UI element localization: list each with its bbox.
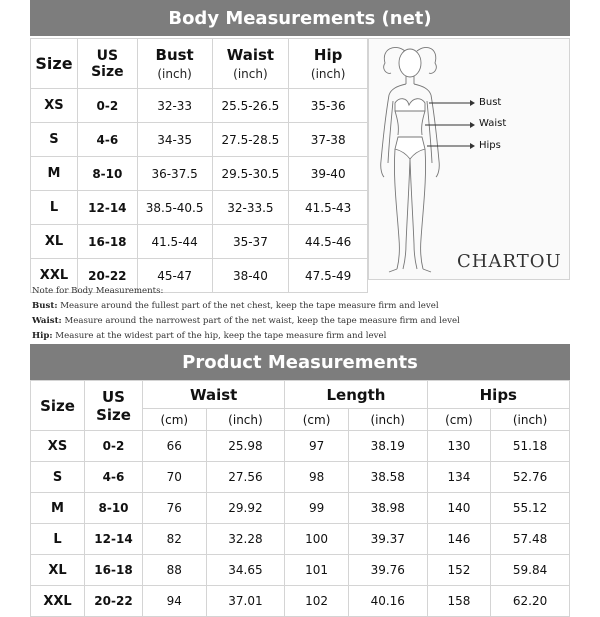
product-measurements-title: Product Measurements (30, 344, 570, 380)
hips-cm-cell: 158 (427, 586, 491, 617)
table-row (31, 431, 570, 462)
us-size-cell: 8-10 (77, 157, 137, 191)
length-inch-cell: 39.37 (348, 524, 427, 555)
body-header-us-size: US Size (77, 39, 137, 89)
product-header-us-size: US Size (85, 381, 143, 431)
table-row (31, 89, 368, 123)
note-waist (32, 314, 568, 329)
length-inch-cell: 38.98 (348, 493, 427, 524)
us-size-cell: 4-6 (77, 123, 137, 157)
us-size-cell: 0-2 (77, 89, 137, 123)
length-cm-cell: 100 (285, 524, 349, 555)
hips-inch-cell: 52.76 (491, 462, 570, 493)
waist-cm-cell: 94 (143, 586, 207, 617)
size-cell: XS (31, 89, 78, 123)
table-row (31, 225, 368, 259)
size-cell: XXL (31, 259, 78, 293)
hips-inch-cell: 59.84 (491, 555, 570, 586)
waist-cm-cell: 70 (143, 462, 207, 493)
waist-cell: 25.5-26.5 (212, 89, 289, 123)
waist-inch-cell: 37.01 (206, 586, 285, 617)
waist-inch-cell: 29.92 (206, 493, 285, 524)
bust-cell: 32-33 (137, 89, 212, 123)
waist-cell: 32-33.5 (212, 191, 289, 225)
length-inch-cell: 38.58 (348, 462, 427, 493)
product-header-length: Length (285, 381, 427, 409)
notes-heading: Note for Body Measurements: (32, 286, 164, 296)
waist-cell: 27.5-28.5 (212, 123, 289, 157)
bust-cell: 34-35 (137, 123, 212, 157)
unit-cm: (cm) (285, 409, 349, 431)
table-row (31, 493, 570, 524)
waist-unit: (inch) (233, 67, 268, 81)
size-cell: S (31, 462, 85, 493)
length-cm-cell: 102 (285, 586, 349, 617)
bust-cell: 36-37.5 (137, 157, 212, 191)
hip-unit: (inch) (310, 67, 346, 81)
bust-cell: 45-47 (137, 259, 212, 293)
bust-unit: (inch) (157, 67, 192, 81)
hips-inch-cell: 57.48 (491, 524, 570, 555)
product-header-size: Size (31, 381, 85, 431)
table-row (31, 157, 368, 191)
bust-header-label: Bust (155, 46, 194, 64)
note-waist-text: Measure around the narrowest part of the net waist, keep the tape measure firm and level (61, 316, 460, 326)
note-bust (32, 299, 568, 314)
waist-cm-cell: 66 (143, 431, 207, 462)
measurement-notes (32, 284, 568, 344)
size-cell: M (31, 157, 78, 191)
table-row (31, 524, 570, 555)
size-cell: L (31, 524, 85, 555)
us-size-cell: 16-18 (77, 225, 137, 259)
waist-header-label: Waist (226, 46, 275, 64)
waist-cm-cell: 88 (143, 555, 207, 586)
waist-inch-cell: 25.98 (206, 431, 285, 462)
note-bust-term: Bust: (32, 301, 58, 311)
product-measurements-table (30, 380, 570, 617)
waist-cm-cell: 76 (143, 493, 207, 524)
unit-cm: (cm) (427, 409, 491, 431)
hip-header-label: Hip (313, 46, 343, 64)
brand-logo: CHARTOU (457, 251, 562, 272)
waist-cell: 38-40 (212, 259, 289, 293)
hips-cm-cell: 140 (427, 493, 491, 524)
hip-cell: 37-38 (289, 123, 368, 157)
body-figure-illustration (369, 39, 569, 279)
waist-cell: 35-37 (212, 225, 289, 259)
body-measurements-table (30, 38, 368, 293)
hip-cell: 35-36 (289, 89, 368, 123)
body-header-waist (212, 39, 289, 89)
us-size-cell: 0-2 (85, 431, 143, 462)
table-row (31, 555, 570, 586)
body-header-bust (137, 39, 212, 89)
length-cm-cell: 97 (285, 431, 349, 462)
size-cell: M (31, 493, 85, 524)
size-cell: XL (31, 555, 85, 586)
hip-cell: 47.5-49 (289, 259, 368, 293)
waist-inch-cell: 27.56 (206, 462, 285, 493)
note-waist-term: Waist: (32, 316, 62, 326)
note-hip-term: Hip: (32, 331, 53, 341)
hip-cell: 39-40 (289, 157, 368, 191)
length-inch-cell: 38.19 (348, 431, 427, 462)
size-cell: L (31, 191, 78, 225)
waist-cell: 29.5-30.5 (212, 157, 289, 191)
length-cm-cell: 99 (285, 493, 349, 524)
size-cell: S (31, 123, 78, 157)
waist-cm-cell: 82 (143, 524, 207, 555)
us-size-cell: 8-10 (85, 493, 143, 524)
hips-inch-cell: 55.12 (491, 493, 570, 524)
waist-inch-cell: 34.65 (206, 555, 285, 586)
hips-cm-cell: 152 (427, 555, 491, 586)
bust-cell: 38.5-40.5 (137, 191, 212, 225)
us-size-cell: 12-14 (77, 191, 137, 225)
note-hip (32, 329, 568, 344)
table-row (31, 191, 368, 225)
bust-cell: 41.5-44 (137, 225, 212, 259)
length-cm-cell: 101 (285, 555, 349, 586)
us-size-cell: 4-6 (85, 462, 143, 493)
length-inch-cell: 40.16 (348, 586, 427, 617)
hips-cm-cell: 134 (427, 462, 491, 493)
hips-inch-cell: 62.20 (491, 586, 570, 617)
product-header-waist: Waist (143, 381, 285, 409)
us-size-cell: 12-14 (85, 524, 143, 555)
measurement-figure-panel (368, 38, 570, 280)
size-cell: XL (31, 225, 78, 259)
table-row (31, 586, 570, 617)
waist-inch-cell: 32.28 (206, 524, 285, 555)
hip-cell: 44.5-46 (289, 225, 368, 259)
unit-inch: (inch) (491, 409, 570, 431)
note-bust-text: Measure around the fullest part of the net chest, keep the tape measure firm and level (57, 301, 439, 311)
length-cm-cell: 98 (285, 462, 349, 493)
body-header-hip (289, 39, 368, 89)
table-row (31, 123, 368, 157)
length-inch-cell: 39.76 (348, 555, 427, 586)
hips-cm-cell: 130 (427, 431, 491, 462)
unit-inch: (inch) (206, 409, 285, 431)
size-cell: XXL (31, 586, 85, 617)
product-table-header-row (31, 381, 570, 409)
hips-cm-cell: 146 (427, 524, 491, 555)
body-header-size: Size (31, 39, 78, 89)
figure-label-hips: Hips (479, 140, 501, 151)
hips-inch-cell: 51.18 (491, 431, 570, 462)
us-size-cell: 20-22 (85, 586, 143, 617)
body-measurements-title: Body Measurements (net) (30, 0, 570, 36)
size-cell: XS (31, 431, 85, 462)
unit-inch: (inch) (348, 409, 427, 431)
table-row (31, 462, 570, 493)
figure-label-waist: Waist (479, 118, 507, 129)
hip-cell: 41.5-43 (289, 191, 368, 225)
note-hip-text: Measure at the widest part of the hip, keep the tape measure firm and level (52, 331, 387, 341)
unit-cm: (cm) (143, 409, 207, 431)
body-table-header-row (31, 39, 368, 89)
product-header-hips: Hips (427, 381, 569, 409)
us-size-cell: 16-18 (85, 555, 143, 586)
us-size-cell: 20-22 (77, 259, 137, 293)
figure-label-bust: Bust (479, 97, 502, 108)
